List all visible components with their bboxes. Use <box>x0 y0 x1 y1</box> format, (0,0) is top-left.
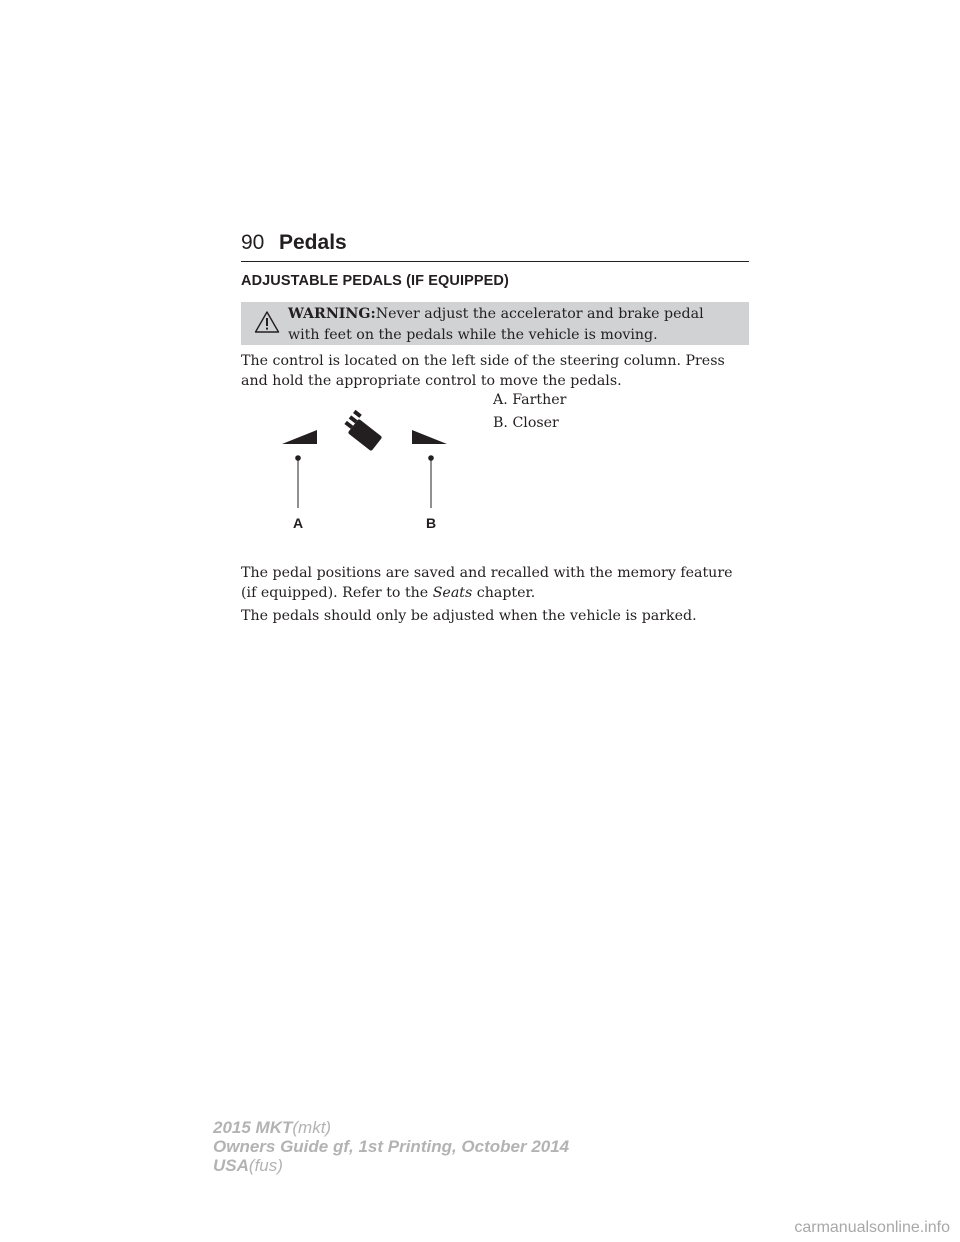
section-heading: ADJUSTABLE PEDALS (IF EQUIPPED) <box>241 273 509 289</box>
page-header <box>241 229 749 262</box>
diagram-label-b: B <box>425 515 437 531</box>
footer-model-code: (mkt) <box>292 1118 332 1137</box>
memory-paragraph <box>241 563 751 603</box>
memory-text-part1: The pedal positions are saved and recalled with the memory feature (if equipped). Refer to the <box>241 565 733 601</box>
pedal-icon <box>341 410 385 451</box>
warning-message: Never adjust the accelerator and brake pedal with feet on the pedals while the vehicle is moving. <box>288 306 704 343</box>
callout-b-text: B. Closer <box>493 415 559 431</box>
seats-chapter-reference: Seats <box>432 585 473 601</box>
warning-triangle-icon <box>254 310 280 334</box>
footer-region-code: (fus) <box>248 1156 283 1175</box>
memory-text-part2: chapter. <box>472 585 536 601</box>
callout-legend <box>493 390 566 436</box>
footer-model-line <box>213 1118 569 1137</box>
warning-box <box>241 302 749 345</box>
diagram-label-a: A <box>292 515 304 531</box>
chapter-title: Pedals <box>279 231 347 254</box>
footer-model: 2015 MKT <box>213 1118 293 1137</box>
footer <box>213 1118 569 1175</box>
warning-text <box>288 304 738 346</box>
parked-paragraph: The pedals should only be adjusted when the vehicle is parked. <box>241 608 697 624</box>
footer-guide-line: Owners Guide gf, 1st Printing, October 2014 <box>213 1137 570 1156</box>
footer-region-line <box>213 1156 569 1175</box>
watermark: carmanualsonline.info <box>794 1219 950 1236</box>
footer-region: USA <box>213 1156 249 1175</box>
farther-arrow-icon <box>282 430 317 444</box>
warning-label: WARNING: <box>288 306 376 322</box>
control-location-paragraph: The control is located on the left side of the steering column. Press and hold the appropriate control to move the pedals. <box>241 353 725 389</box>
page-number: 90 <box>241 231 265 254</box>
closer-arrow-icon <box>412 430 447 444</box>
callout-a-text: A. Farther <box>493 392 567 408</box>
pedal-control-illustration <box>270 410 470 540</box>
